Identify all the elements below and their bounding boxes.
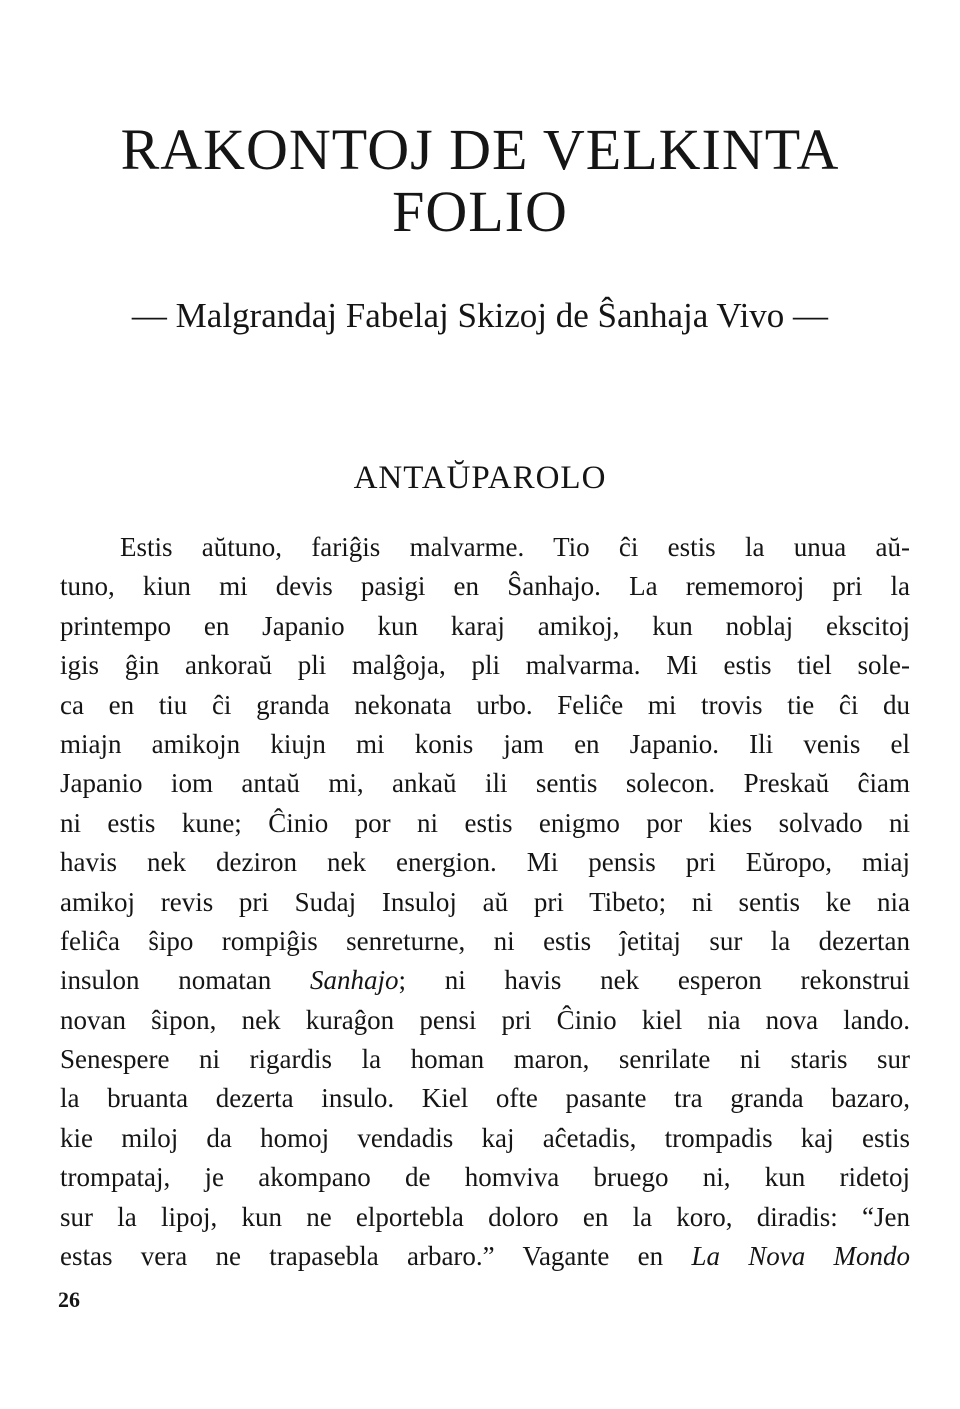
text-fragment: estas vera ne trapasebla arbaro.” Vagante en (60, 1241, 664, 1272)
text-fragment: insulon nomatan (60, 965, 272, 996)
text-line: trompataj, je akompano de homviva bruego ni, kun ridetoj (60, 1162, 910, 1193)
body-paragraph (60, 528, 910, 1276)
chapter-subtitle: — Malgrandaj Fabelaj Skizoj de Ŝanhaja Vivo — (131, 296, 829, 335)
text-line: ni estis kune; Ĉinio por ni estis enigmo por kies solvado ni (60, 807, 910, 838)
text-line: miajn amikojn kiujn mi konis jam en Japanio. Ili venis el (60, 728, 910, 759)
text-line: printempo en Japanio kun karaj amikoj, kun noblaj ekscitoj (60, 610, 910, 641)
chapter-title-line-1: RAKONTOJ DE VELKINTA (120, 117, 840, 182)
section-heading: ANTAŬPAROLO (353, 460, 607, 496)
page-number: 26 (58, 1287, 80, 1312)
text-line: la bruanta dezerta insulo. Kiel ofte pasante tra granda bazaro, (60, 1083, 910, 1114)
text-line: havis nek deziron nek energion. Mi pensis pri Eŭropo, miaj (60, 847, 910, 878)
text-line: Senespere ni rigardis la homan maron, senrilate ni staris sur (60, 1044, 910, 1075)
text-line: Japanio iom antaŭ mi, ankaŭ ili sentis solecon. Preskaŭ ĉiam (60, 768, 910, 799)
text-line: kie miloj da homoj vendadis kaj aĉetadis, trompadis kaj estis (60, 1122, 910, 1153)
text-line (60, 961, 910, 1000)
text-line: sur la lipoj, kun ne elportebla doloro en la koro, diradis: “Jen (60, 1201, 910, 1232)
text-line: igis ĝin ankoraŭ pli malĝoja, pli malvarma. Mi estis tiel sole- (60, 650, 910, 681)
text-line: tuno, kiun mi devis pasigi en Ŝanhajo. La rememoroj pri la (60, 571, 910, 602)
chapter-title-line-2: FOLIO (392, 179, 568, 244)
text-line: feliĉa ŝipo rompiĝis senreturne, ni estis ĵetitaj sur la dezertan (60, 925, 910, 956)
text-line: amikoj revis pri Sudaj Insuloj aŭ pri Tibeto; ni sentis ke nia (60, 886, 910, 917)
text-line: novan ŝipon, nek kuraĝon pensi pri Ĉinio kiel nia nova lando. (60, 1004, 910, 1035)
text-line: Estis aŭtuno, fariĝis malvarme. Tio ĉi estis la unua aŭ- (120, 532, 910, 562)
text-line: ca en tiu ĉi granda nekonata urbo. Feliĉe mi trovis tie ĉi du (60, 689, 910, 720)
text-fragment: ; ni havis nek esperon rekonstrui (398, 965, 911, 996)
text-line (60, 1237, 910, 1276)
italic-book-title: La Nova Mondo (691, 1241, 911, 1272)
italic-place-name: Sanhajo (309, 965, 399, 996)
